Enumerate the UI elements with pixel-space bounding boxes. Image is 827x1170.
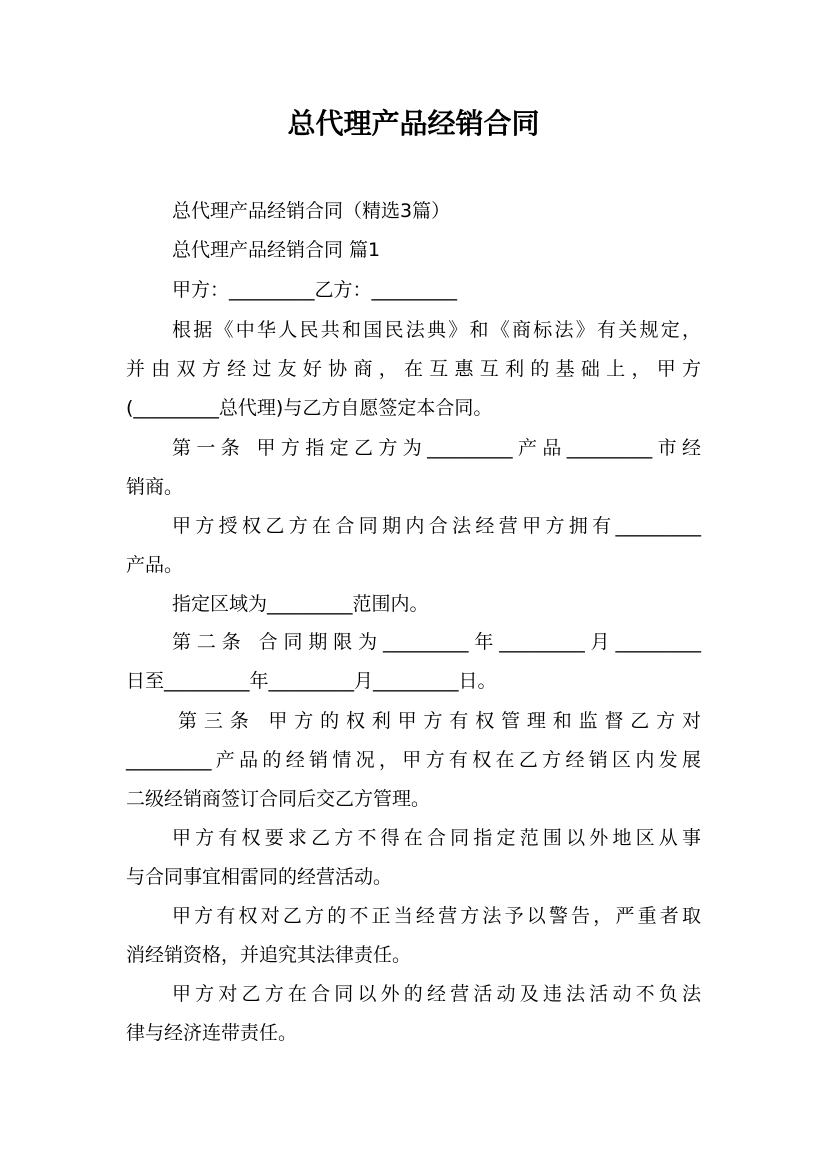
article-3-line: 二级经销商签订合同后交乙方管理。	[126, 788, 431, 810]
paragraph-line: 甲方对乙方在合同以外的经营活动及违法活动不负法	[172, 983, 701, 1005]
article-2-line: 日至_________年_________月_________日。	[126, 670, 497, 692]
paragraph-line: 甲方有权对乙方的不正当经营方法予以警告，严重者取	[172, 905, 701, 927]
paragraph-line: 律与经济连带责任。	[126, 1022, 298, 1044]
document-title: 总代理产品经销合同	[287, 107, 540, 140]
article-3-line: 第三条 甲方的权利甲方有权管理和监督乙方对	[178, 710, 701, 732]
paragraph-line: (_________总代理)与乙方自愿签定本合同。	[126, 397, 493, 419]
paragraph-line: 产品。	[126, 554, 184, 576]
article-3-line: _________产品的经销情况，甲方有权在乙方经销区内发展	[126, 749, 701, 771]
paragraph-line: 甲方授权乙方在合同期内合法经营甲方拥有_________	[172, 515, 701, 537]
paragraph-line: 消经销资格，并追究其法律责任。	[126, 944, 412, 966]
paragraph-line: 指定区域为_________范围内。	[172, 593, 429, 615]
section-heading: 总代理产品经销合同 篇1	[172, 239, 381, 261]
paragraph-line: 与合同事宜相雷同的经营活动。	[126, 866, 393, 888]
parties-line: 甲方：_________乙方：_________	[172, 279, 458, 301]
paragraph-line: 甲方有权要求乙方不得在合同指定范围以外地区从事	[172, 827, 701, 849]
paragraph-line: 根据《中华人民共和国民法典》和《商标法》有关规定，	[172, 319, 701, 341]
article-1-line: 销商。	[126, 476, 184, 498]
subtitle-line: 总代理产品经销合同（精选3篇）	[172, 200, 451, 222]
article-1-line: 第一条 甲方指定乙方为_________产品_________市经	[172, 437, 701, 459]
article-2-line: 第二条 合同期限为_________年_________月_________	[172, 631, 701, 653]
paragraph-line: 并由双方经过友好协商，在互惠互利的基础上，甲方	[126, 358, 701, 380]
